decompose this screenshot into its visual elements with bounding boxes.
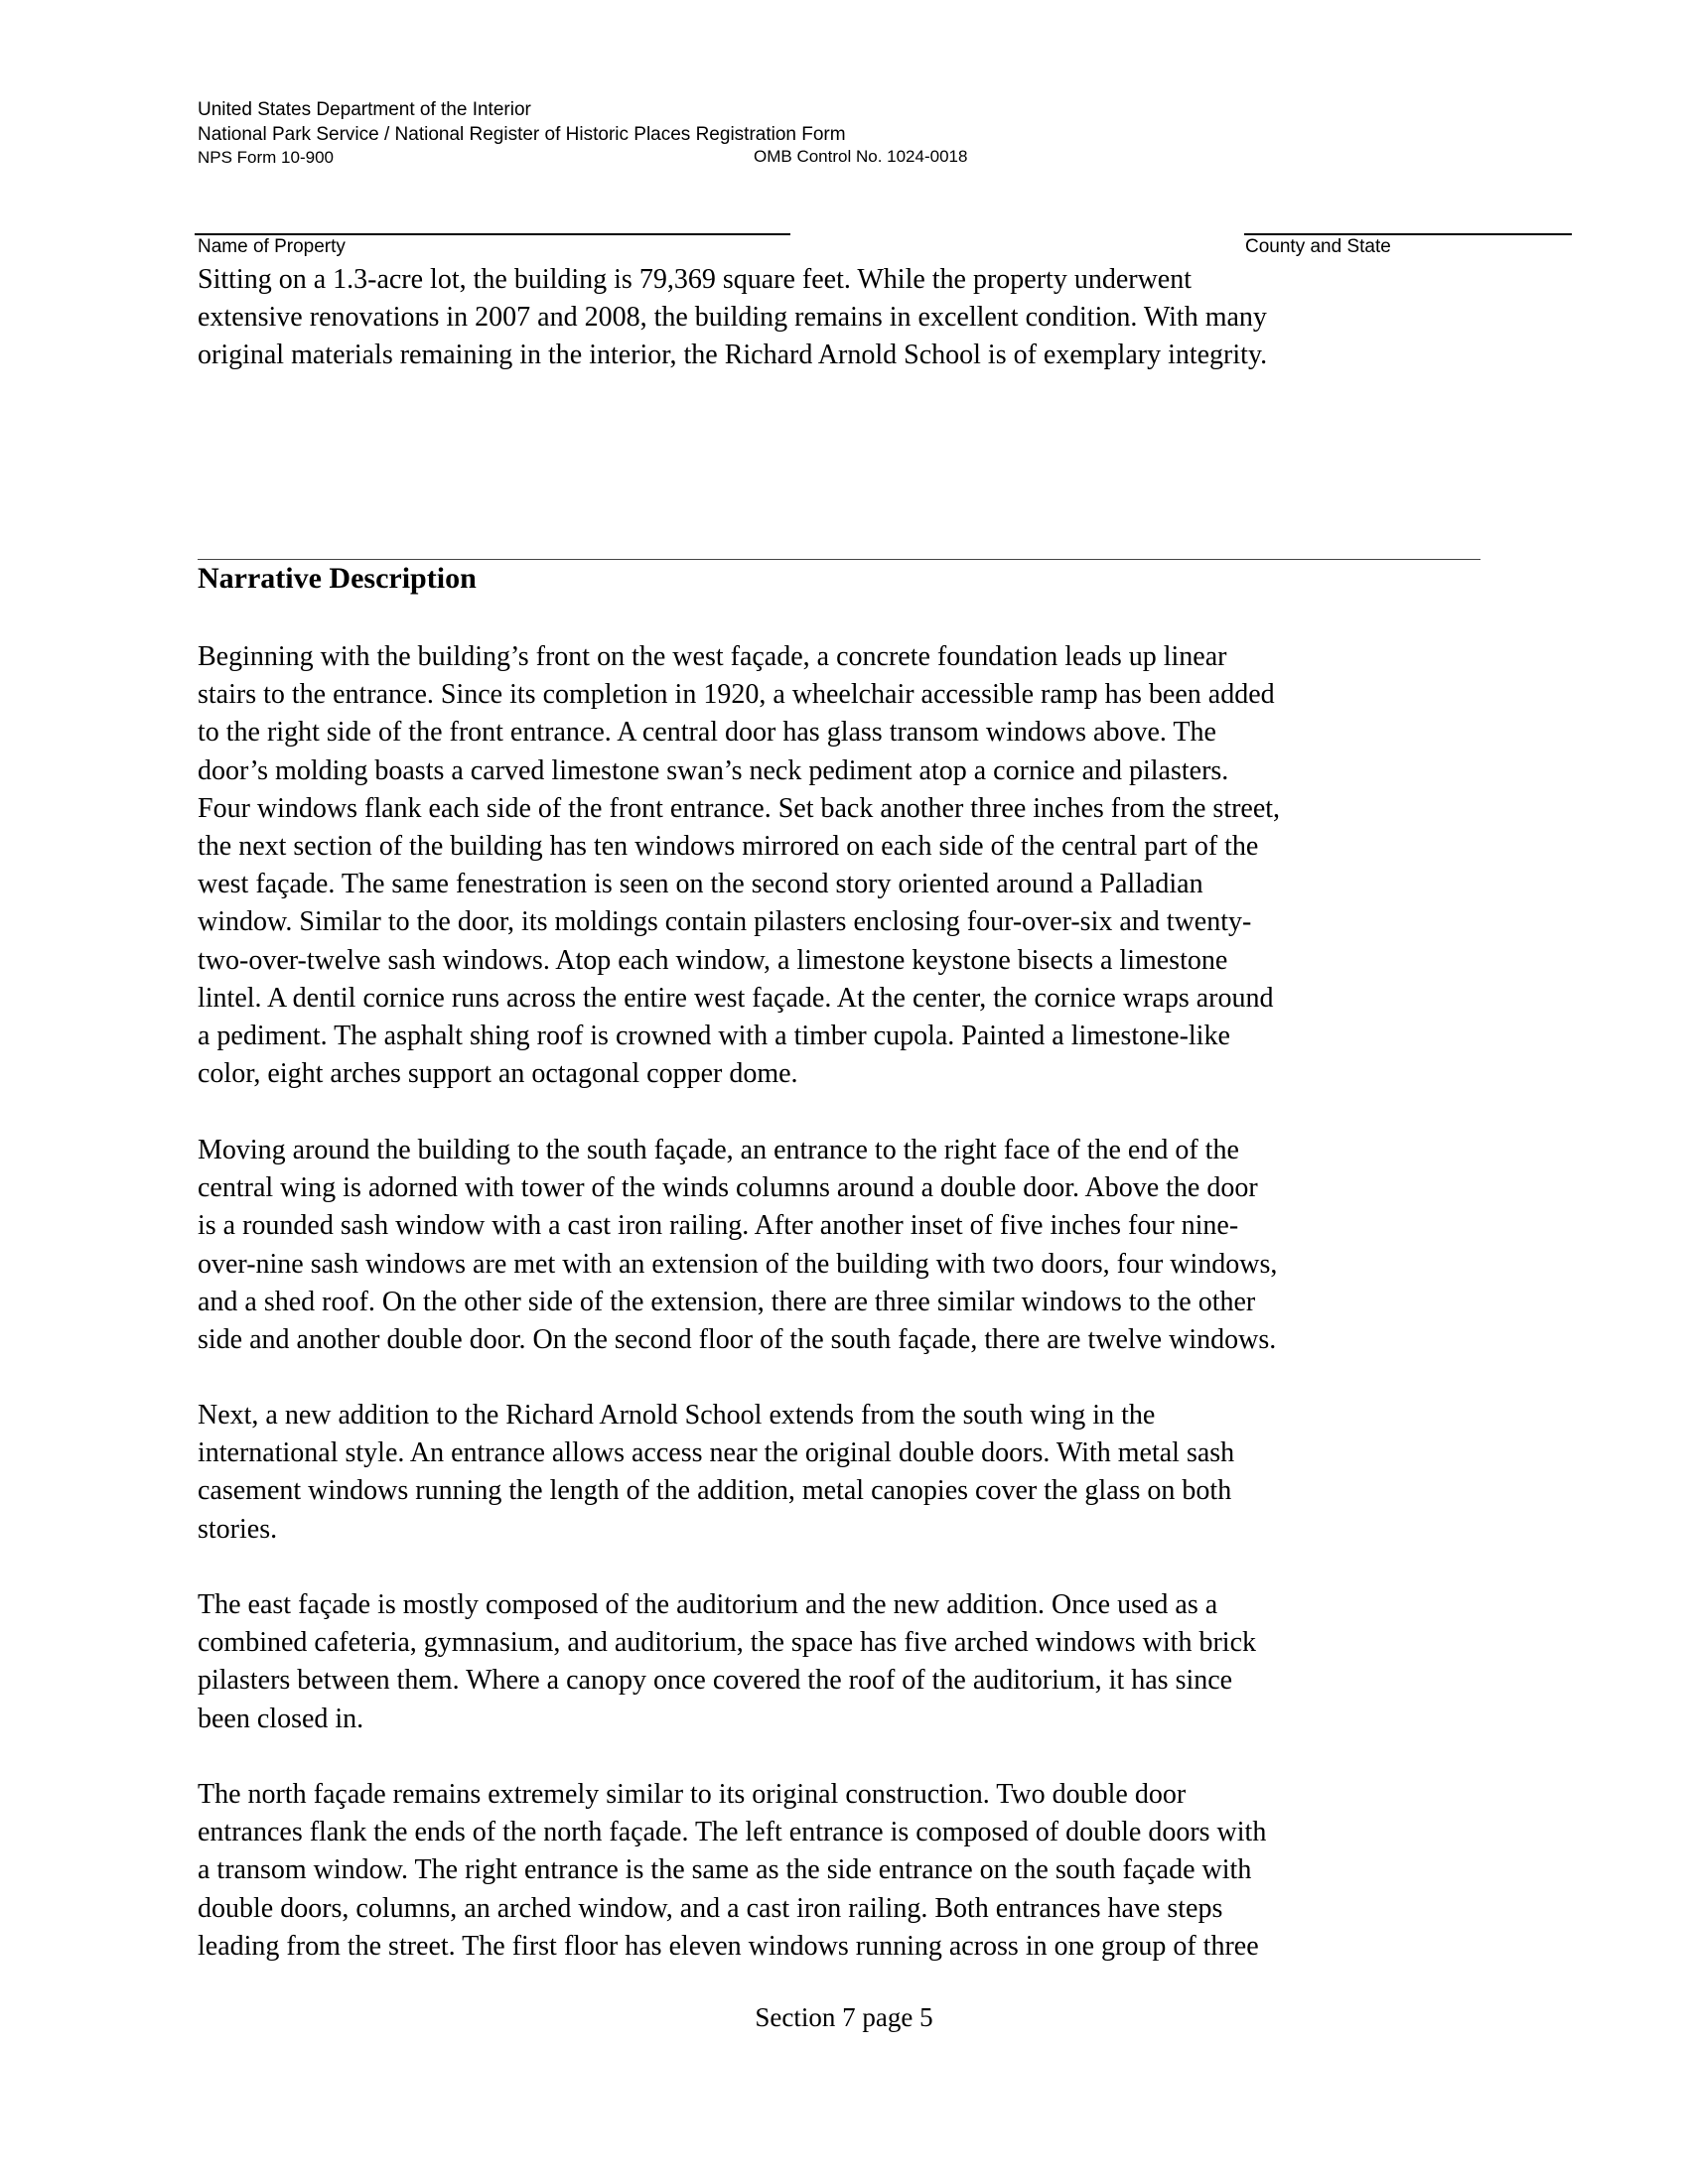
text-line: Beginning with the building’s front on the west façade, a concrete foundation leads up linear bbox=[198, 641, 1227, 672]
county-and-state-line bbox=[1244, 233, 1572, 235]
text-line: extensive renovations in 2007 and 2008, the building remains in excellent condition. With many bbox=[198, 302, 1267, 334]
text-line: central wing is adorned with tower of the winds columns around a double door. Above the door bbox=[198, 1172, 1258, 1204]
text-line: pilasters between them. Where a canopy once covered the roof of the auditorium, it has since bbox=[198, 1665, 1233, 1697]
paragraph-south-facade bbox=[198, 1132, 1488, 1359]
paragraph-west-facade bbox=[198, 638, 1488, 1093]
text-line: The north façade remains extremely similar to its original construction. Two double door bbox=[198, 1779, 1187, 1810]
text-line: door’s molding boasts a carved limestone swan’s neck pediment atop a cornice and pilasters. bbox=[198, 754, 1229, 786]
text-line: entrances flank the ends of the north façade. The left entrance is composed of double doors with bbox=[198, 1817, 1267, 1848]
text-line: Sitting on a 1.3-acre lot, the building is 79,369 square feet. While the property underwent bbox=[198, 264, 1193, 295]
text-line: west façade. The same fenestration is seen on the second story oriented around a Palladian bbox=[198, 869, 1203, 900]
text-line: double doors, columns, an arched window, and a cast iron railing. Both entrances have steps bbox=[198, 1892, 1223, 1924]
text-line: original materials remaining in the interior, the Richard Arnold School is of exemplary integrity. bbox=[198, 340, 1268, 371]
text-line: two-over-twelve sash windows. Atop each window, a limestone keystone bisects a limestone bbox=[198, 944, 1228, 976]
text-line: color, eight arches support an octagonal copper dome. bbox=[198, 1058, 798, 1090]
text-line: stories. bbox=[198, 1513, 278, 1545]
text-line: casement windows running the length of the addition, metal canopies cover the glass on both bbox=[198, 1475, 1232, 1507]
text-line: Next, a new addition to the Richard Arnold School extends from the south wing in the bbox=[198, 1400, 1156, 1431]
text-line: Moving around the building to the south façade, an entrance to the right face of the end of the bbox=[198, 1135, 1239, 1165]
text-line: over-nine sash windows are met with an extension of the building with two doors, four windows, bbox=[198, 1248, 1278, 1280]
text-line: Four windows flank each side of the front entrance. Set back another three inches from the street, bbox=[198, 792, 1281, 824]
section-heading: Narrative Description bbox=[198, 562, 477, 595]
name-of-property-line bbox=[195, 233, 790, 235]
text-line: a transom window. The right entrance is the same as the side entrance on the south façade with bbox=[198, 1854, 1252, 1886]
text-line: been closed in. bbox=[198, 1703, 364, 1734]
section-divider bbox=[198, 559, 1480, 560]
form-title-line: National Park Service / National Register of Historic Places Registration Form bbox=[198, 124, 846, 145]
text-line: stairs to the entrance. Since its completion in 1920, a wheelchair accessible ramp has been added bbox=[198, 679, 1275, 711]
text-line: The east façade is mostly composed of the auditorium and the new addition. Once used as a bbox=[198, 1589, 1218, 1620]
text-line: window. Similar to the door, its moldings contain pilasters enclosing four-over-six and twenty- bbox=[198, 906, 1252, 938]
name-of-property-label: Name of Property bbox=[198, 236, 346, 257]
paragraph-new-addition bbox=[198, 1397, 1488, 1549]
text-line: is a rounded sash window with a cast iron railing. After another inset of five inches four nine- bbox=[198, 1210, 1239, 1242]
page-footer: Section 7 page 5 bbox=[755, 2002, 933, 2032]
text-line: lintel. A dentil cornice runs across the entire west façade. At the center, the cornice wraps around bbox=[198, 982, 1274, 1014]
text-line: combined cafeteria, gymnasium, and auditorium, the space has five arched windows with brick bbox=[198, 1627, 1256, 1659]
agency-line: United States Department of the Interior bbox=[198, 99, 531, 120]
county-and-state-label: County and State bbox=[1245, 236, 1391, 257]
summary-paragraph bbox=[198, 261, 1488, 375]
form-number: NPS Form 10-900 bbox=[198, 148, 334, 167]
paragraph-east-facade bbox=[198, 1586, 1488, 1738]
text-line: to the right side of the front entrance. A central door has glass transom windows above. The bbox=[198, 717, 1216, 749]
text-line: side and another double door. On the second floor of the south façade, there are twelve windows. bbox=[198, 1324, 1277, 1356]
paragraph-north-facade bbox=[198, 1776, 1488, 1966]
text-line: international style. An entrance allows access near the original double doors. With metal sash bbox=[198, 1437, 1235, 1469]
omb-control-number: OMB Control No. 1024-0018 bbox=[754, 147, 968, 166]
text-line: a pediment. The asphalt shing roof is crowned with a timber cupola. Painted a limestone-like bbox=[198, 1021, 1230, 1052]
text-line: leading from the street. The first floor has eleven windows running across in one group of three bbox=[198, 1930, 1259, 1962]
text-line: and a shed roof. On the other side of the extension, there are three similar windows to the other bbox=[198, 1286, 1256, 1317]
text-line: the next section of the building has ten windows mirrored on each side of the central part of the bbox=[198, 831, 1259, 863]
